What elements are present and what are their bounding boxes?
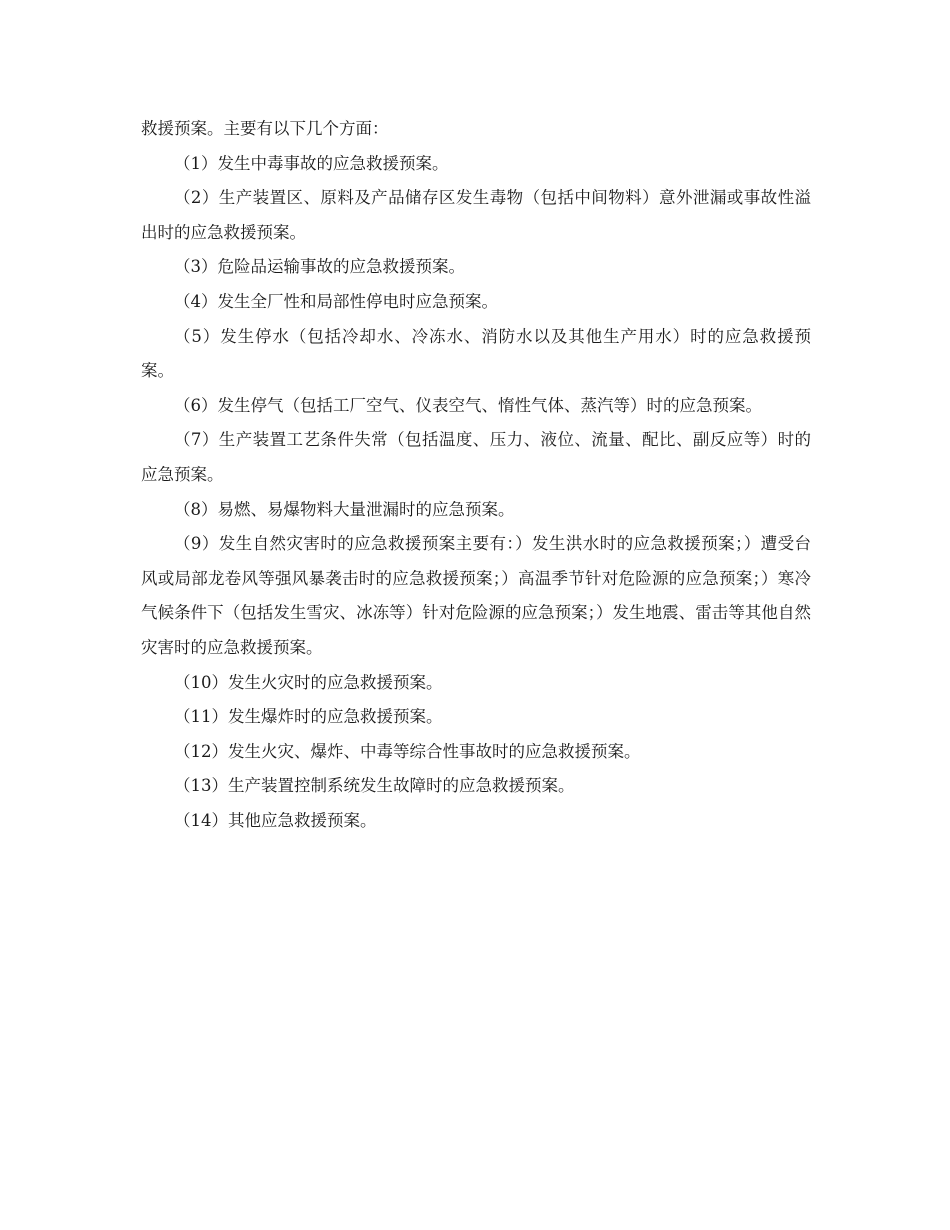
paragraph-item-3: （3）危险品运输事故的应急救援预案。 — [174, 257, 465, 277]
paragraph-item-2: （2）生产装置区、原料及产品储存区发生毒物（包括中间物料）意外泄漏或事故性溢出时的应急救援预案。 — [141, 188, 811, 242]
paragraph-item-14: （14）其他应急救援预案。 — [174, 810, 377, 830]
paragraph-item-9: （9）发生自然灾害时的应急救援预案主要有：）发生洪水时的应急救援预案；）遭受台风或局部龙卷风等强风暴袭击时的应急救援预案；）高温季节针对危险源的应急预案；）寒冷气候条件下（包括发生雪灾、冰冻等）针对危险源的应急预案；）发生地震、雷击等其他自然灾害时的应急救援预案。 — [141, 534, 811, 657]
paragraph-item-8: （8）易燃、易爆物料大量泄漏时的应急预案。 — [174, 499, 515, 519]
paragraph-item-6: （6）发生停气（包括工厂空气、仪表空气、惰性气体、蒸汽等）时的应急预案。 — [174, 395, 762, 415]
paragraph-item-4: （4）发生全厂性和局部性停电时应急预案。 — [174, 291, 498, 311]
paragraph-item-7: （7）生产装置工艺条件失常（包括温度、压力、液位、流量、配比、副反应等）时的应急预案。 — [141, 430, 811, 484]
paragraph-item-5: （5）发生停水（包括冷却水、冷冻水、消防水以及其他生产用水）时的应急救援预案。 — [141, 326, 811, 381]
paragraph-item-13: （13）生产装置控制系统发生故障时的应急救援预案。 — [174, 776, 575, 796]
document-body — [141, 112, 811, 838]
paragraph-item-1: （1）发生中毒事故的应急救援预案。 — [174, 153, 449, 173]
paragraph-intro: 救援预案。主要有以下几个方面： — [141, 119, 389, 138]
paragraph-item-11: （11）发生爆炸时的应急救援预案。 — [174, 707, 443, 727]
paragraph-item-10: （10）发生火灾时的应急救援预案。 — [174, 672, 443, 692]
paragraph-item-12: （12）发生火灾、爆炸、中毒等综合性事故时的应急救援预案。 — [174, 741, 641, 761]
